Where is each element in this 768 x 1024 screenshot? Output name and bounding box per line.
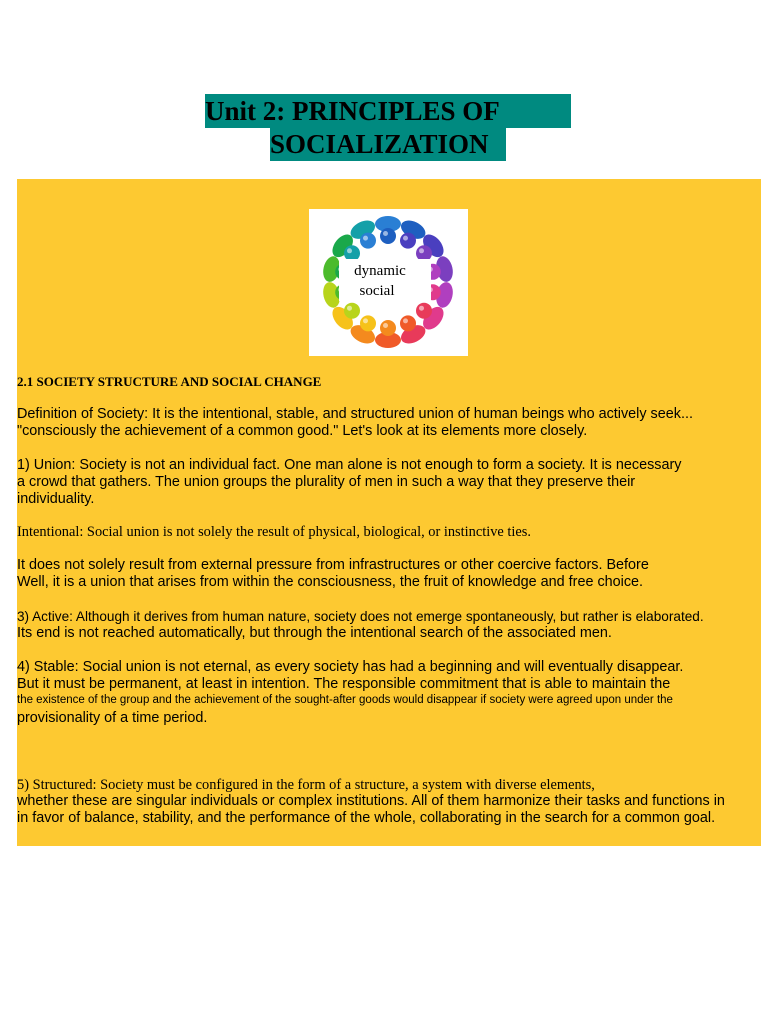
ring-figure-highlight	[403, 236, 408, 241]
ring-figure-highlight	[363, 236, 368, 241]
ring-figure-head	[360, 315, 376, 331]
stable-line-1: 4) Stable: Social union is not eternal, as every society has had a beginning and will eventually disappear.	[17, 659, 684, 675]
structured-line-3: in favor of balance, stability, and the performance of the whole, collaborating in the search for a common goal.	[17, 810, 716, 826]
ring-figure-head	[416, 303, 432, 319]
ring-figure-highlight	[419, 248, 424, 253]
figure-label-dynamic: dynamic	[354, 263, 406, 279]
people-ring-illustration	[309, 209, 468, 356]
ring-figure-head	[344, 245, 360, 261]
dynamic-social-figure	[309, 209, 468, 356]
ring-figure-head	[380, 320, 396, 336]
ring-figure-highlight	[347, 248, 352, 253]
figure-label-social: social	[359, 283, 395, 299]
stable-line-2: But it must be permanent, at least in intention. The responsible commitment that is able to maintain the	[17, 676, 671, 692]
stable-line-3: the existence of the group and the achievement of the sought-after goods would disappear if society were agreed upon under the	[17, 694, 673, 706]
ring-figure-highlight	[403, 318, 408, 323]
ring-figure-head	[400, 233, 416, 249]
ring-figure-head	[360, 233, 376, 249]
definition-line-1: Definition of Society: It is the intentional, stable, and structured union of human beings who actively seek...	[17, 406, 693, 422]
ring-figure-highlight	[419, 306, 424, 311]
content-panel	[17, 179, 761, 846]
ring-figure-head	[416, 245, 432, 261]
page-title-line-1: Unit 2: PRINCIPLES OF	[205, 94, 571, 128]
external-line-2: Well, it is a union that arises from within the consciousness, the fruit of knowledge and free choice.	[17, 574, 644, 590]
definition-line-2: "consciously the achievement of a common good." Let's look at its elements more closely.	[17, 423, 588, 439]
ring-figure-head	[380, 228, 396, 244]
stable-line-4: provisionality of a time period.	[17, 710, 208, 726]
ring-figure-highlight	[383, 231, 388, 236]
union-line-3: individuality.	[17, 491, 95, 507]
ring-figure-highlight	[347, 306, 352, 311]
structured-line-2: whether these are singular individuals or complex institutions. All of them harmonize their tasks and functions in	[17, 793, 725, 809]
union-line-2: a crowd that gathers. The union groups the plurality of men in such a way that they preserve their	[17, 474, 636, 490]
external-line-1: It does not solely result from external pressure from infrastructures or other coercive factors. Before	[17, 557, 649, 573]
intentional-line: Intentional: Social union is not solely the result of physical, biological, or instinctive ties.	[17, 524, 531, 540]
ring-figure-highlight	[363, 318, 368, 323]
page-title-line-2: SOCIALIZATION	[270, 128, 506, 161]
ring-figure-head	[400, 315, 416, 331]
section-heading: 2.1 SOCIETY STRUCTURE AND SOCIAL CHANGE	[17, 374, 322, 389]
structured-line-1: 5) Structured: Society must be configured in the form of a structure, a system with diverse elements,	[17, 777, 595, 793]
active-line-2: Its end is not reached automatically, but through the intentional search of the associated men.	[17, 625, 612, 641]
ring-figure-head	[344, 303, 360, 319]
ring-figure-highlight	[383, 323, 388, 328]
active-line-1: 3) Active: Although it derives from human nature, society does not emerge spontaneously, but rather is elaborated.	[17, 609, 704, 624]
union-line-1: 1) Union: Society is not an individual fact. One man alone is not enough to form a society. It is necessary	[17, 457, 682, 473]
